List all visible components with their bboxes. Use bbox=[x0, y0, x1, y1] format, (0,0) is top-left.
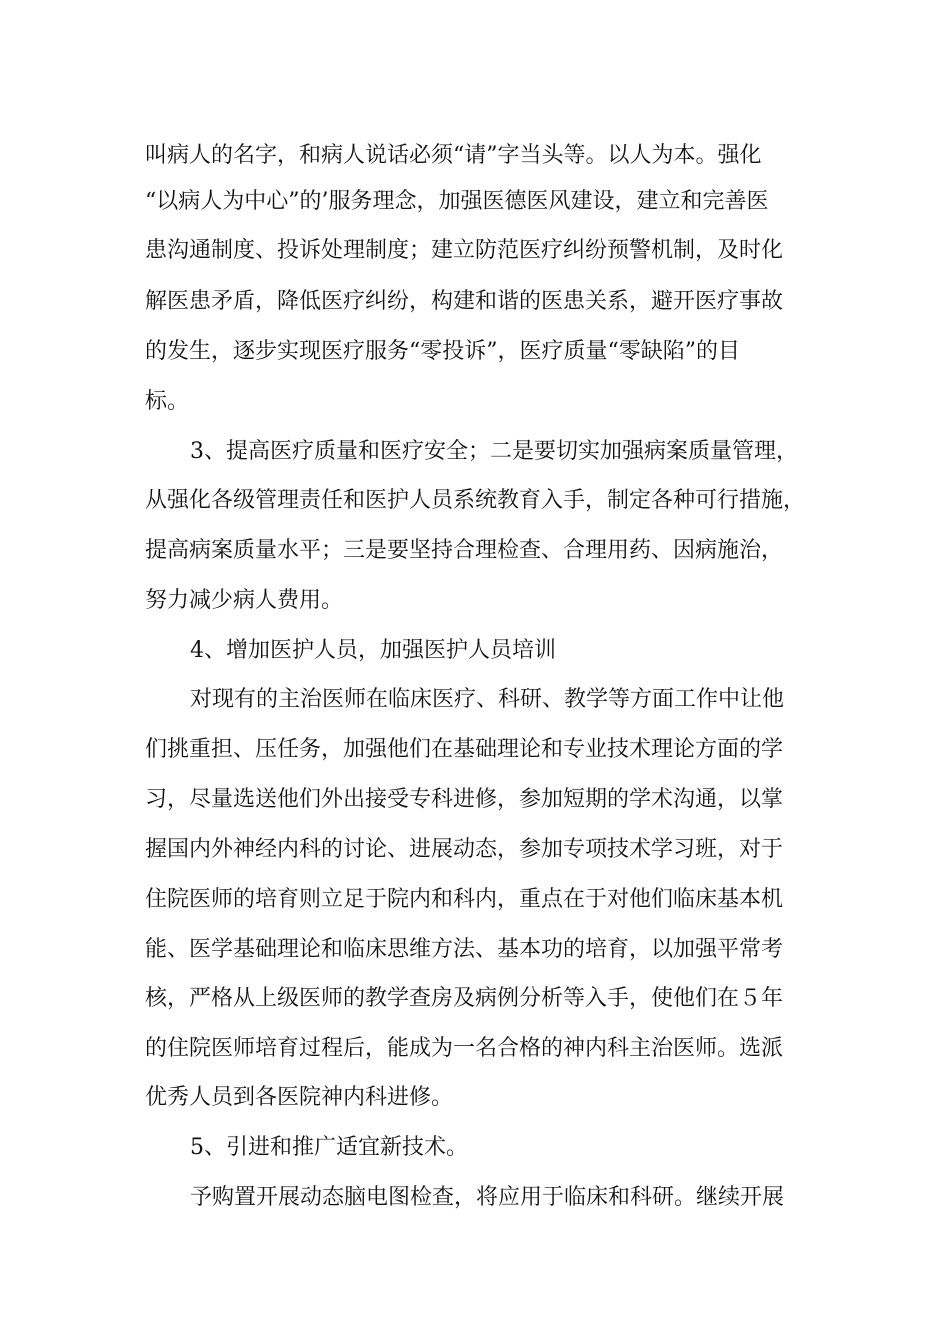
text-line: 习，尽量选送他们外出接受专科进修，参加短期的学术沟通，以掌 bbox=[145, 787, 784, 812]
text-line: 叫病人的名字，和病人说话必须“请”字当头等。以人为本。强化 bbox=[145, 143, 762, 168]
text-line: 提高病案质量水平；三是要坚持合理检查、合理用药、因病施治， bbox=[145, 538, 784, 563]
text-line: 住院医师的培育则立足于院内和科内，重点在于对他们临床基本机 bbox=[145, 887, 784, 912]
text-line: 努力减少病人费用。 bbox=[145, 588, 344, 613]
text-line: 从强化各级管理责任和医护人员系统教育入手，制定各种可行措施， bbox=[145, 488, 806, 513]
section-heading: 4、增加医护人员，加强医护人员培训 bbox=[190, 638, 556, 663]
text-line: 患沟通制度、投诉处理制度；建立防范医疗纠纷预警机制，及时化 bbox=[145, 238, 784, 263]
text-line: 能、医学基础理论和临床思维方法、基本功的培育，以加强平常考 bbox=[145, 937, 784, 962]
text-line: 予购置开展动态脑电图检查，将应用于临床和科研。继续开展 bbox=[190, 1185, 785, 1210]
text-line: “以病人为中心”的’服务理念，加强医德医风建设，建立和完善医 bbox=[145, 189, 769, 214]
text-line: 优秀人员到各医院神内科进修。 bbox=[145, 1085, 454, 1110]
text-line: 对现有的主治医师在临床医疗、科研、教学等方面工作中让他 bbox=[190, 687, 785, 712]
text-line: 标。 bbox=[145, 389, 190, 414]
text-line: 的住院医师培育过程后，能成为一名合格的神内科主治医师。选派 bbox=[145, 1036, 784, 1061]
text-line: 握国内外神经内科的讨论、进展动态，参加专项技术学习班，对于 bbox=[145, 837, 784, 862]
text-line: 解医患矛盾，降低医疗纠纷，构建和谐的医患关系，避开医疗事故 bbox=[145, 289, 784, 314]
section-heading: 5、引进和推广适宜新技术。 bbox=[190, 1135, 468, 1160]
text-line: 3、提高医疗质量和医疗安全；二是要切实加强病案质量管理， bbox=[190, 439, 798, 464]
text-line: 们挑重担、压任务，加强他们在基础理论和专业技术理论方面的学 bbox=[145, 737, 784, 762]
text-line: 的发生，逐步实现医疗服务“零投诉”，医疗质量“零缺陷”的目 bbox=[145, 339, 740, 364]
text-line: 核，严格从上级医师的教学查房及病例分析等入手，使他们在５年 bbox=[145, 986, 784, 1011]
